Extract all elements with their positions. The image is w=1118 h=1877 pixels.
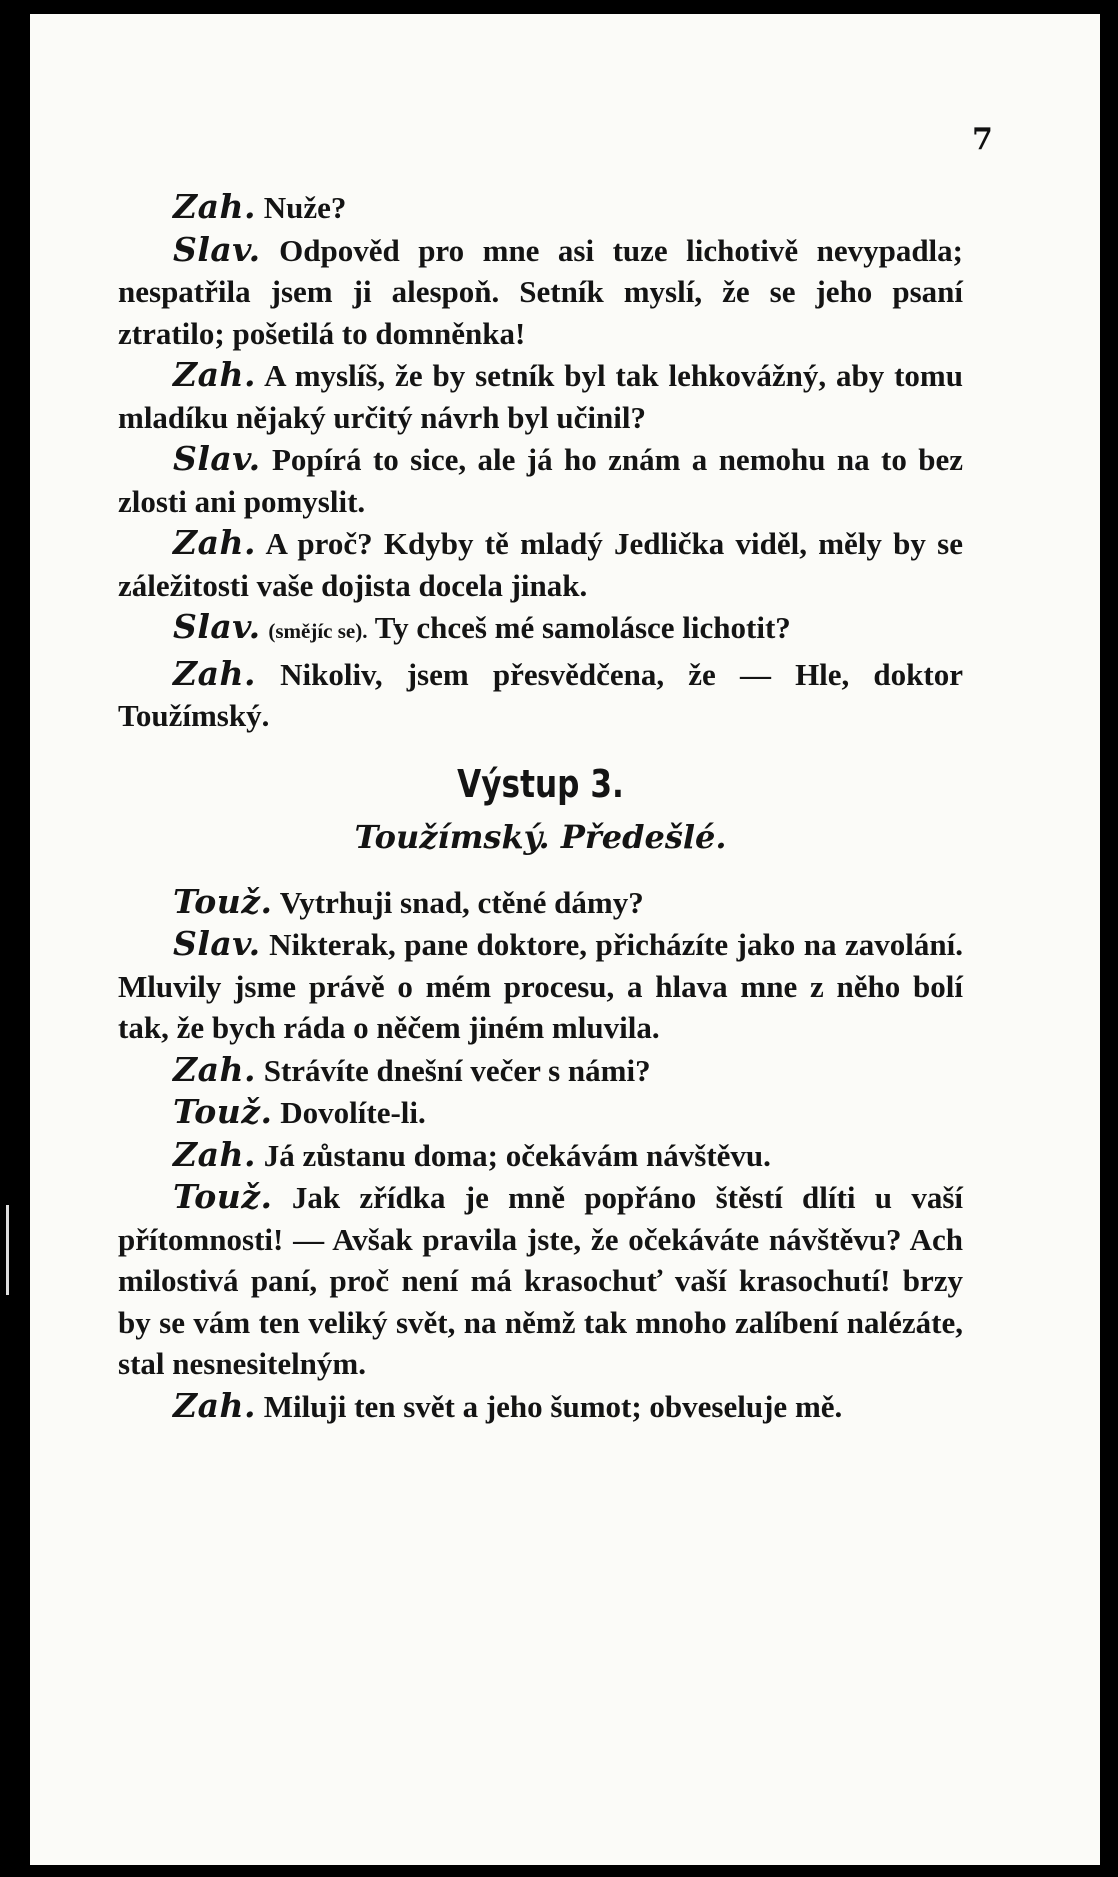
dialogue-paragraph	[118, 881, 963, 924]
dialogue-after	[118, 881, 963, 1428]
dialogue-paragraph	[118, 606, 963, 653]
page-edge-mark	[6, 1205, 9, 1295]
dialogue-paragraph	[118, 653, 963, 737]
page-text	[118, 186, 963, 1427]
speaker-name: Zah.	[173, 1049, 256, 1089]
speech-text: A proč? Kdyby tě mladý Jedlička viděl, měly by se záležitosti vaše dojista docela jinak.	[118, 526, 963, 603]
speaker-name: Touž.	[173, 1177, 273, 1216]
speech-text: Nikoliv, jsem přesvědčena, že — Hle, doktor Toužímský.	[118, 656, 963, 733]
speaker-name: Slav.	[173, 607, 261, 646]
speaker-name: Zah.	[173, 1385, 256, 1425]
speech-text: Ty chceš mé samolásce lichotit?	[374, 610, 791, 645]
speaker-name: Touž.	[173, 1092, 273, 1131]
speech-text: A myslíš, že by setník byl tak lehkovážný, aby tomu mladíku nějaký určitý návrh byl učinil?	[118, 358, 963, 435]
scene-persons: Toužímský. Předešlé.	[354, 817, 727, 856]
dialogue-paragraph	[118, 1134, 963, 1177]
dialogue-paragraph	[118, 522, 963, 606]
dialogue-before	[118, 186, 963, 737]
speaker-name: Slav.	[173, 229, 261, 269]
speech-text: Nuže?	[263, 190, 347, 225]
page-number: 7	[972, 122, 993, 157]
speech-text: Já zůstanu doma; očekávám návštěvu.	[263, 1137, 771, 1173]
speaker-name: Zah.	[173, 355, 256, 394]
speech-text: Miluji ten svět a jeho šumot; obveseluje mě.	[263, 1388, 843, 1424]
dialogue-paragraph	[118, 186, 963, 229]
speaker-name: Slav.	[173, 439, 261, 478]
speaker-name: Zah.	[173, 523, 256, 562]
speech-text: Popírá to sice, ale já ho znám a nemohu na to bez zlosti ani pomyslit.	[118, 442, 963, 519]
speech-text: Nikterak, pane doktore, přicházíte jako na zavolání. Mluvily jsme právě o mém procesu, a hlava mne z něho bolí tak, že bych ráda o něčem jiném mluvila.	[118, 927, 963, 1045]
speech-text: Dovolíte-li.	[280, 1095, 426, 1130]
scene-title: Výstup 3.	[457, 761, 624, 806]
speech-text: Vytrhuji snad, ctěné dámy?	[279, 884, 644, 920]
speaker-name: Zah.	[173, 653, 256, 693]
dialogue-paragraph	[118, 1176, 963, 1385]
stage-direction: (smějíc se).	[268, 619, 368, 643]
speaker-name: Zah.	[173, 187, 256, 226]
speech-text: Odpověd pro mne asi tuze lichotivě nevypadla; nespatřila jsem ji alespoň. Setník myslí, že se jeho psaní ztratilo; pošetilá to domněnka!	[118, 232, 963, 351]
dialogue-paragraph	[118, 229, 963, 355]
dialogue-paragraph	[118, 1385, 963, 1428]
speaker-name: Touž.	[173, 881, 273, 921]
dialogue-paragraph	[118, 923, 963, 1049]
dialogue-paragraph	[118, 1049, 963, 1092]
dialogue-paragraph	[118, 354, 963, 438]
book-page	[30, 14, 1100, 1865]
speaker-name: Slav.	[173, 924, 261, 963]
speaker-name: Zah.	[173, 1134, 256, 1174]
speech-text: Jak zřídka je mně popřáno štěstí dlíti u vaší přítomnosti! — Avšak pravila jste, že očekáváte návštěvu? Ach milostivá paní, proč není má krasochuť vaší krasochutí! brzy by se vám ten veliký svět, na němž tak mnoho zalíbení nalézáte, stal nesnesitelným.	[118, 1180, 963, 1381]
dialogue-paragraph	[118, 438, 963, 522]
dialogue-paragraph	[118, 1091, 963, 1134]
speech-text: Strávíte dnešní večer s námi?	[263, 1052, 651, 1088]
